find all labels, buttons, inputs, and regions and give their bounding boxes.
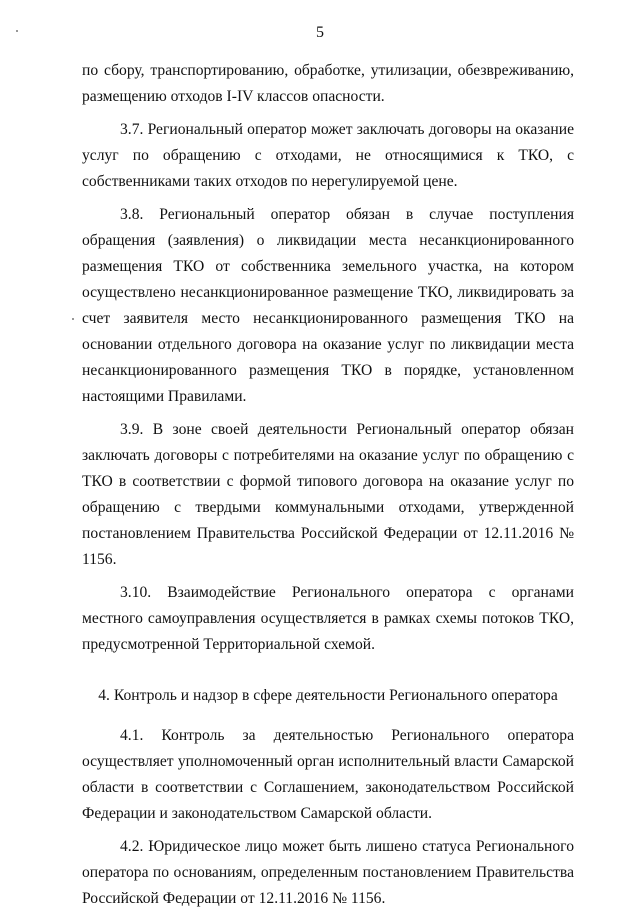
document-body bbox=[82, 58, 574, 919]
page-number: 5 bbox=[316, 24, 324, 41]
paragraph-3-8: 3.8. Региональный оператор обязан в случае поступления обращения (заявления) о ликвидации места несанкционированного размещения ТКО от собственника земельного участка, на котором осуществлено несанкционированное размещение ТКО, ликвидировать за счет заявителя место несанкционированного размещения ТКО на основании отдельного договора на оказание услуг по ликвидации места несанкционированного размещения ТКО в порядке, установленном настоящими Правилами. bbox=[82, 206, 574, 405]
paragraph-3-9: 3.9. В зоне своей деятельности Региональный оператор обязан заключать договоры с потребителями на оказание услуг по обращению с ТКО в соответствии с формой типового договора на оказание услуг по обращению с твердыми коммунальными отходами, утвержденной постановлением Правительства Российской Федерации от 12.11.2016 № 1156. bbox=[82, 421, 574, 568]
paragraph-4-1: 4.1. Контроль за деятельностью Регионального оператора осуществляет уполномоченный орган исполнительный власти Самарской области в соответствии с Соглашением, законодательством Российской Федерации и законодательством Самарской области. bbox=[82, 727, 574, 822]
paragraph-3-10: 3.10. Взаимодействие Регионального оператора с органами местного самоуправления осуществляется в рамках схемы потоков ТКО, предусмотренной Территориальной схемой. bbox=[82, 584, 574, 653]
paragraph-4-2: 4.2. Юридическое лицо может быть лишено статуса Регионального оператора по основаниям, определенным постановлением Правительства Российской Федерации от 12.11.2016 № 1156. bbox=[82, 838, 574, 907]
section-heading-4: 4. Контроль и надзор в сфере деятельности Регионального оператора bbox=[98, 687, 558, 704]
paragraph-continuation: по сбору, транспортированию, обработке, утилизации, обезвреживанию, размещению отходов I-IV классов опасности. bbox=[82, 62, 574, 105]
paragraph-3-7: 3.7. Региональный оператор может заключать договоры на оказание услуг по обращению с отходами, не относящимися к ТКО, с собственниками таких отходов по нерегулируемой цене. bbox=[82, 121, 574, 190]
scan-speck bbox=[72, 318, 74, 320]
